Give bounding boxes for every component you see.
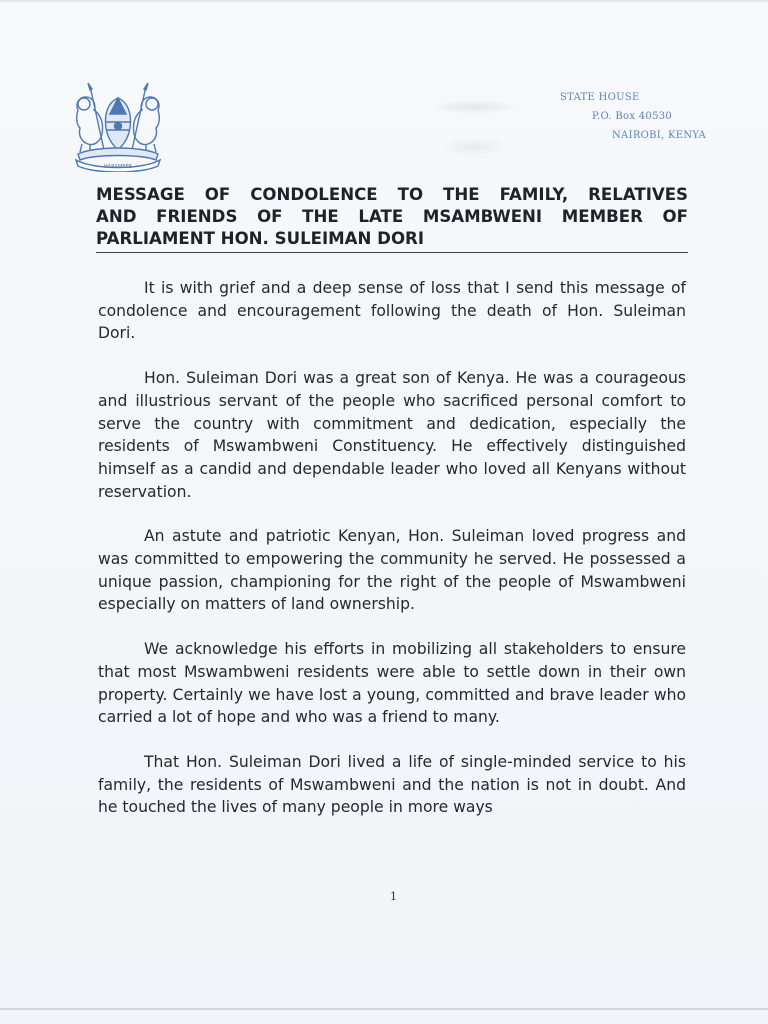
paragraph: That Hon. Suleiman Dori lived a life of single-minded service to his family, the residents of Mswambweni and the nation is not in doubt. And he touched the lives of many people in more ways xyxy=(98,752,686,817)
page-edge xyxy=(0,1008,768,1010)
address-line: STATE HOUSE xyxy=(560,92,640,103)
paragraph: Hon. Suleiman Dori was a great son of Kenya. He was a courageous and illustrious servant of the people who sacrificed personal comfort to serve the country with commitment and dedication, especially the residents of Mswambweni Constituency. He effectively distinguished himself as a candid and dependable leader who loved all Kenyans without reservation. xyxy=(98,369,686,501)
document-body xyxy=(98,277,686,841)
address-line: NAIROBI, KENYA xyxy=(612,130,707,141)
document-title xyxy=(96,184,688,250)
paragraph: We acknowledge his efforts in mobilizing all stakeholders to ensure that most Mswambweni residents were able to settle down in their own property. Certainly we have lost a young, committed and brave leader who carried a lot of hope and who was a friend to many. xyxy=(98,640,686,727)
title-line: AND FRIENDS OF THE LATE MSAMBWENI MEMBER OF xyxy=(96,207,688,226)
motto-text: HARAMBEE xyxy=(104,164,132,170)
title-underline xyxy=(96,252,688,253)
coat-of-arms-icon xyxy=(64,80,172,172)
paragraph: An astute and patriotic Kenyan, Hon. Suleiman loved progress and was committed to empowering the community he served. He possessed a unique passion, championing for the right of the people of Mswambweni especially on matters of land ownership. xyxy=(98,527,686,614)
title-line: PARLIAMENT HON. SULEIMAN DORI xyxy=(96,229,425,248)
stamp-smudge xyxy=(430,100,520,114)
page-number: 1 xyxy=(390,890,397,903)
stamp-smudge xyxy=(440,138,510,156)
paragraph: It is with grief and a deep sense of loss that I send this message of condolence and encouragement following the death of Hon. Suleiman Dori. xyxy=(98,279,686,343)
address-line: P.O. Box 40530 xyxy=(592,111,673,122)
title-line: MESSAGE OF CONDOLENCE TO THE FAMILY, RELATIVES xyxy=(96,185,688,204)
